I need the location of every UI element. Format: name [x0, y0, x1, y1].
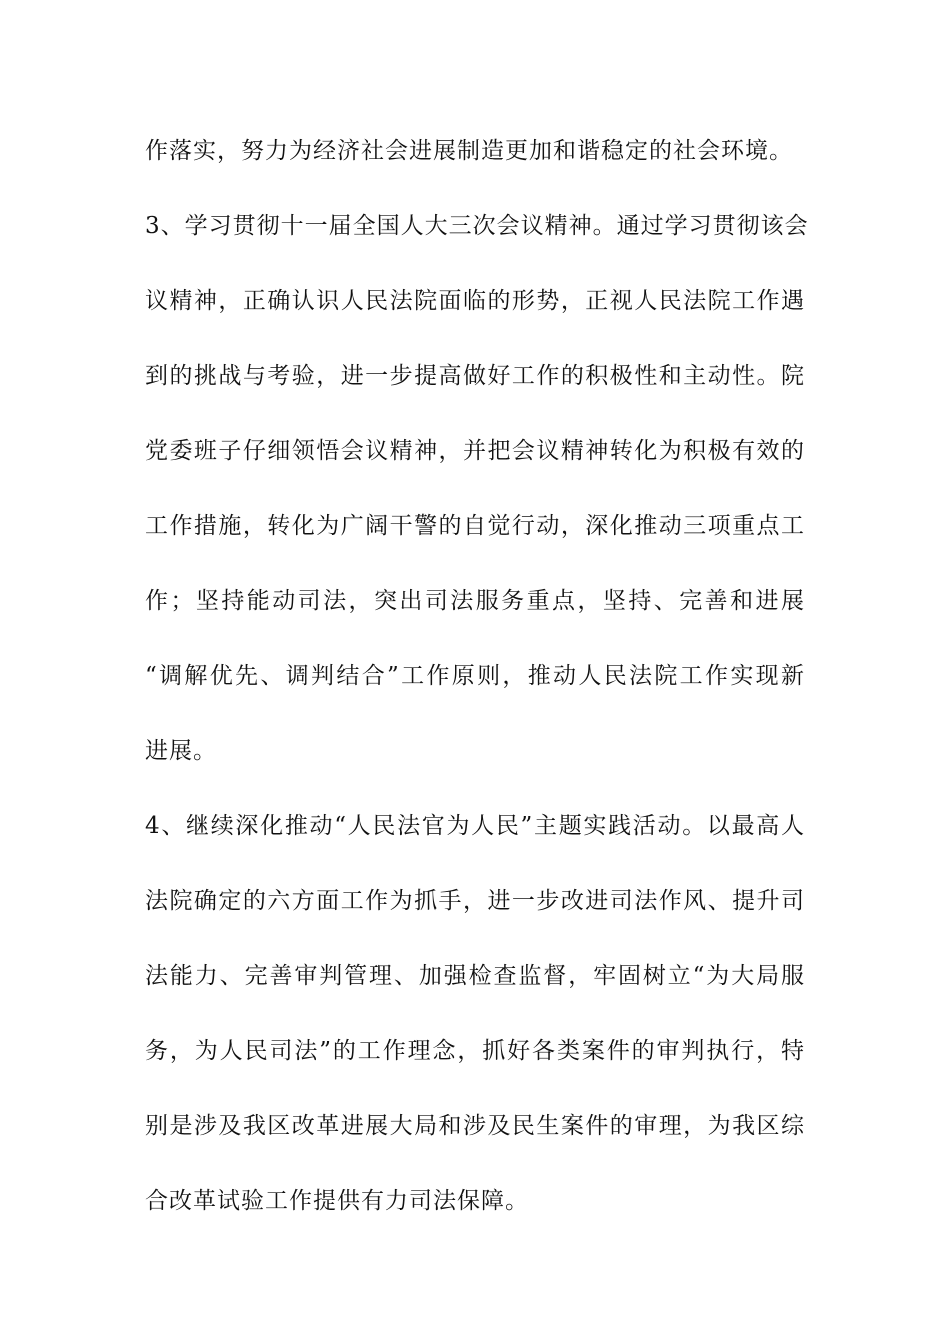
text-line-12: 法能力、完善审判管理、加强检查监督，牢固树立“为大局服 — [145, 963, 805, 989]
text-line-8: “调解优先、调判结合”工作原则，推动人民法院工作实现新 — [145, 663, 805, 689]
text-line-11: 法院确定的六方面工作为抓手，进一步改进司法作风、提升司 — [145, 888, 805, 914]
text-line-3: 议精神，正确认识人民法院面临的形势，正视人民法院工作遇 — [145, 288, 805, 314]
text-line-13: 务，为人民司法”的工作理念，抓好各类案件的审判执行，特 — [145, 1038, 805, 1064]
text-line-4: 到的挑战与考验，进一步提高做好工作的积极性和主动性。院 — [145, 363, 805, 389]
text-line-10: 4、继续深化推动“人民法官为人民”主题实践活动。以最高人 — [145, 813, 805, 839]
text-line-7: 作；坚持能动司法，突出司法服务重点，坚持、完善和进展 — [145, 588, 805, 614]
text-line-15: 合改革试验工作提供有力司法保障。 — [145, 1188, 529, 1214]
text-line-2: 3、学习贯彻十一届全国人大三次会议精神。通过学习贯彻该会 — [145, 213, 809, 239]
text-line-6: 工作措施，转化为广阔干警的自觉行动，深化推动三项重点工 — [145, 513, 805, 539]
text-line-9: 进展。 — [145, 738, 217, 764]
text-line-5: 党委班子仔细领悟会议精神，并把会议精神转化为积极有效的 — [145, 438, 805, 464]
text-line-1: 作落实，努力为经济社会进展制造更加和谐稳定的社会环境。 — [145, 138, 793, 164]
text-line-14: 别是涉及我区改革进展大局和涉及民生案件的审理，为我区综 — [145, 1113, 805, 1139]
